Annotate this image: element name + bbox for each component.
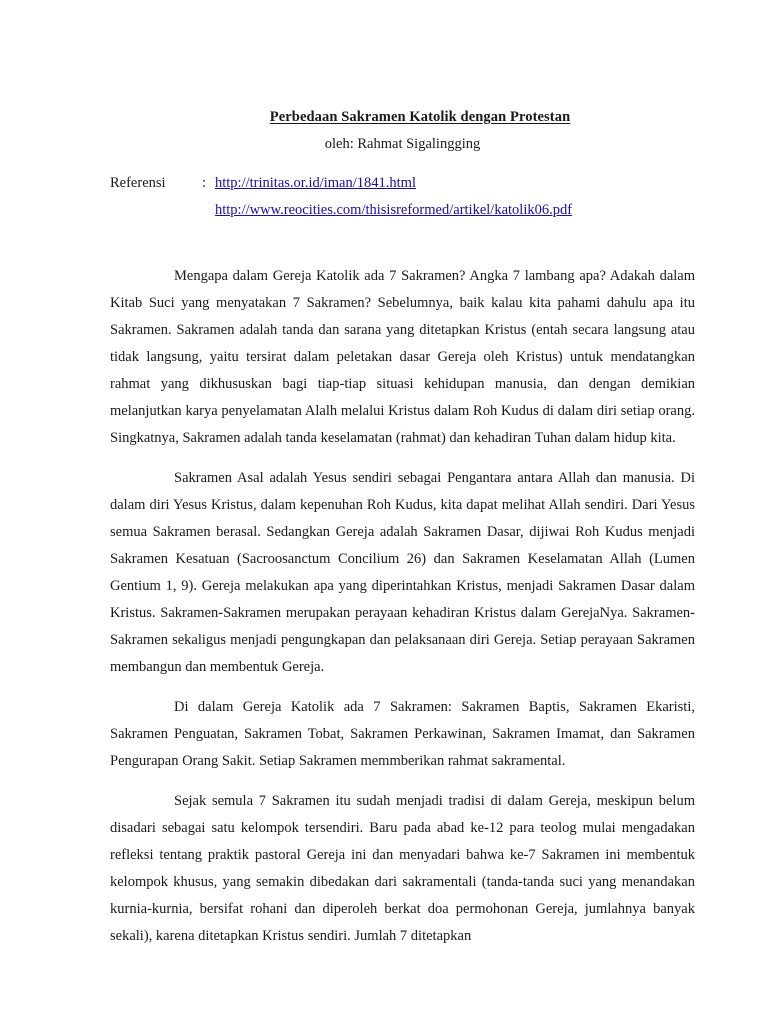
paragraph-3: Di dalam Gereja Katolik ada 7 Sakramen: Sakramen Baptis, Sakramen Ekaristi, Sakramen Penguatan, Sakramen Tobat, Sakramen Perkawinan, Sakramen Imamat, dan Sakramen Pengurapan Orang Sakit. Setiap Sakramen memmberikan rahmat sakramental. xyxy=(110,699,695,769)
reference-separator: : xyxy=(202,175,207,191)
reference-label: Referensi xyxy=(110,175,166,191)
reference-link-reocities[interactable]: http://www.reocities.com/thisisreformed/artikel/katolik06.pdf xyxy=(215,202,573,218)
document-author: oleh: Rahmat Sigalingging xyxy=(324,136,481,152)
document-body xyxy=(110,263,695,963)
paragraph-2: Sakramen Asal adalah Yesus sendiri sebagai Pengantara antara Allah dan manusia. Di dalam diri Yesus Kristus, dalam kepenuhan Roh Kudus, kita dapat melihat Allah sendiri. Dari Yesus semua Sakramen berasal. Sedangkan Gereja adalah Sakramen Dasar, dijiwai Roh Kudus menjadi Sakramen Kesatuan (Sacroosanctum Concilium 26) dan Sakramen Keselamatan Allah (Lumen Gentium 1, 9). Gereja melakukan apa yang diperintahkan Kristus, menjadi Sakramen Dasar dalam Kristus. Sakramen-Sakramen merupakan perayaan kehadiran Kristus dalam GerejaNya. Sakramen-Sakramen sekaligus menjadi pengungkapan dan pelaksanaan diri Gereja. Setiap perayaan Sakramen membangun dan membentuk Gereja. xyxy=(110,470,695,675)
reference-link-trinitas[interactable]: http://trinitas.or.id/iman/1841.html xyxy=(215,175,416,191)
paragraph-1: Mengapa dalam Gereja Katolik ada 7 Sakramen? Angka 7 lambang apa? Adakah dalam Kitab Suci yang menyatakan 7 Sakramen? Sebelumnya, baik kalau kita pahami dahulu apa itu Sakramen. Sakramen adalah tanda dan sarana yang ditetapkan Kristus (entah secara langsung atau tidak langsung, yaitu tersirat dalam peletakan dasar Gereja oleh Kristus) untuk mendatangkan rahmat yang dikhususkan bagi tiap-tiap situasi kehidupan manusia, dan dengan demikian melanjutkan karya penyelamatan Alalh melalui Kristus dalam Roh Kudus di dalam diri setiap orang. Singkatnya, Sakramen adalah tanda keselamatan (rahmat) dan kehadiran Tuhan dalam hidup kita. xyxy=(110,268,695,446)
document-title: Perbedaan Sakramen Katolik dengan Protestan xyxy=(269,109,571,125)
paragraph-4: Sejak semula 7 Sakramen itu sudah menjadi tradisi di dalam Gereja, meskipun belum disadari sebagai satu kelompok tersendiri. Baru pada abad ke-12 para teolog mulai mengadakan refleksi tentang praktik pastoral Gereja ini dan menyadari bahwa ke-7 Sakramen ini membentuk kelompok khusus, yang semakin dibedakan dari sakramentali (tanda-tanda suci yang menandakan kurnia-kurnia, bersifat rohani dan diperoleh berkat doa permohonan Gereja, jumlahnya banyak sekali), karena ditetapkan Kristus sendiri. Jumlah 7 ditetapkan xyxy=(110,793,695,944)
